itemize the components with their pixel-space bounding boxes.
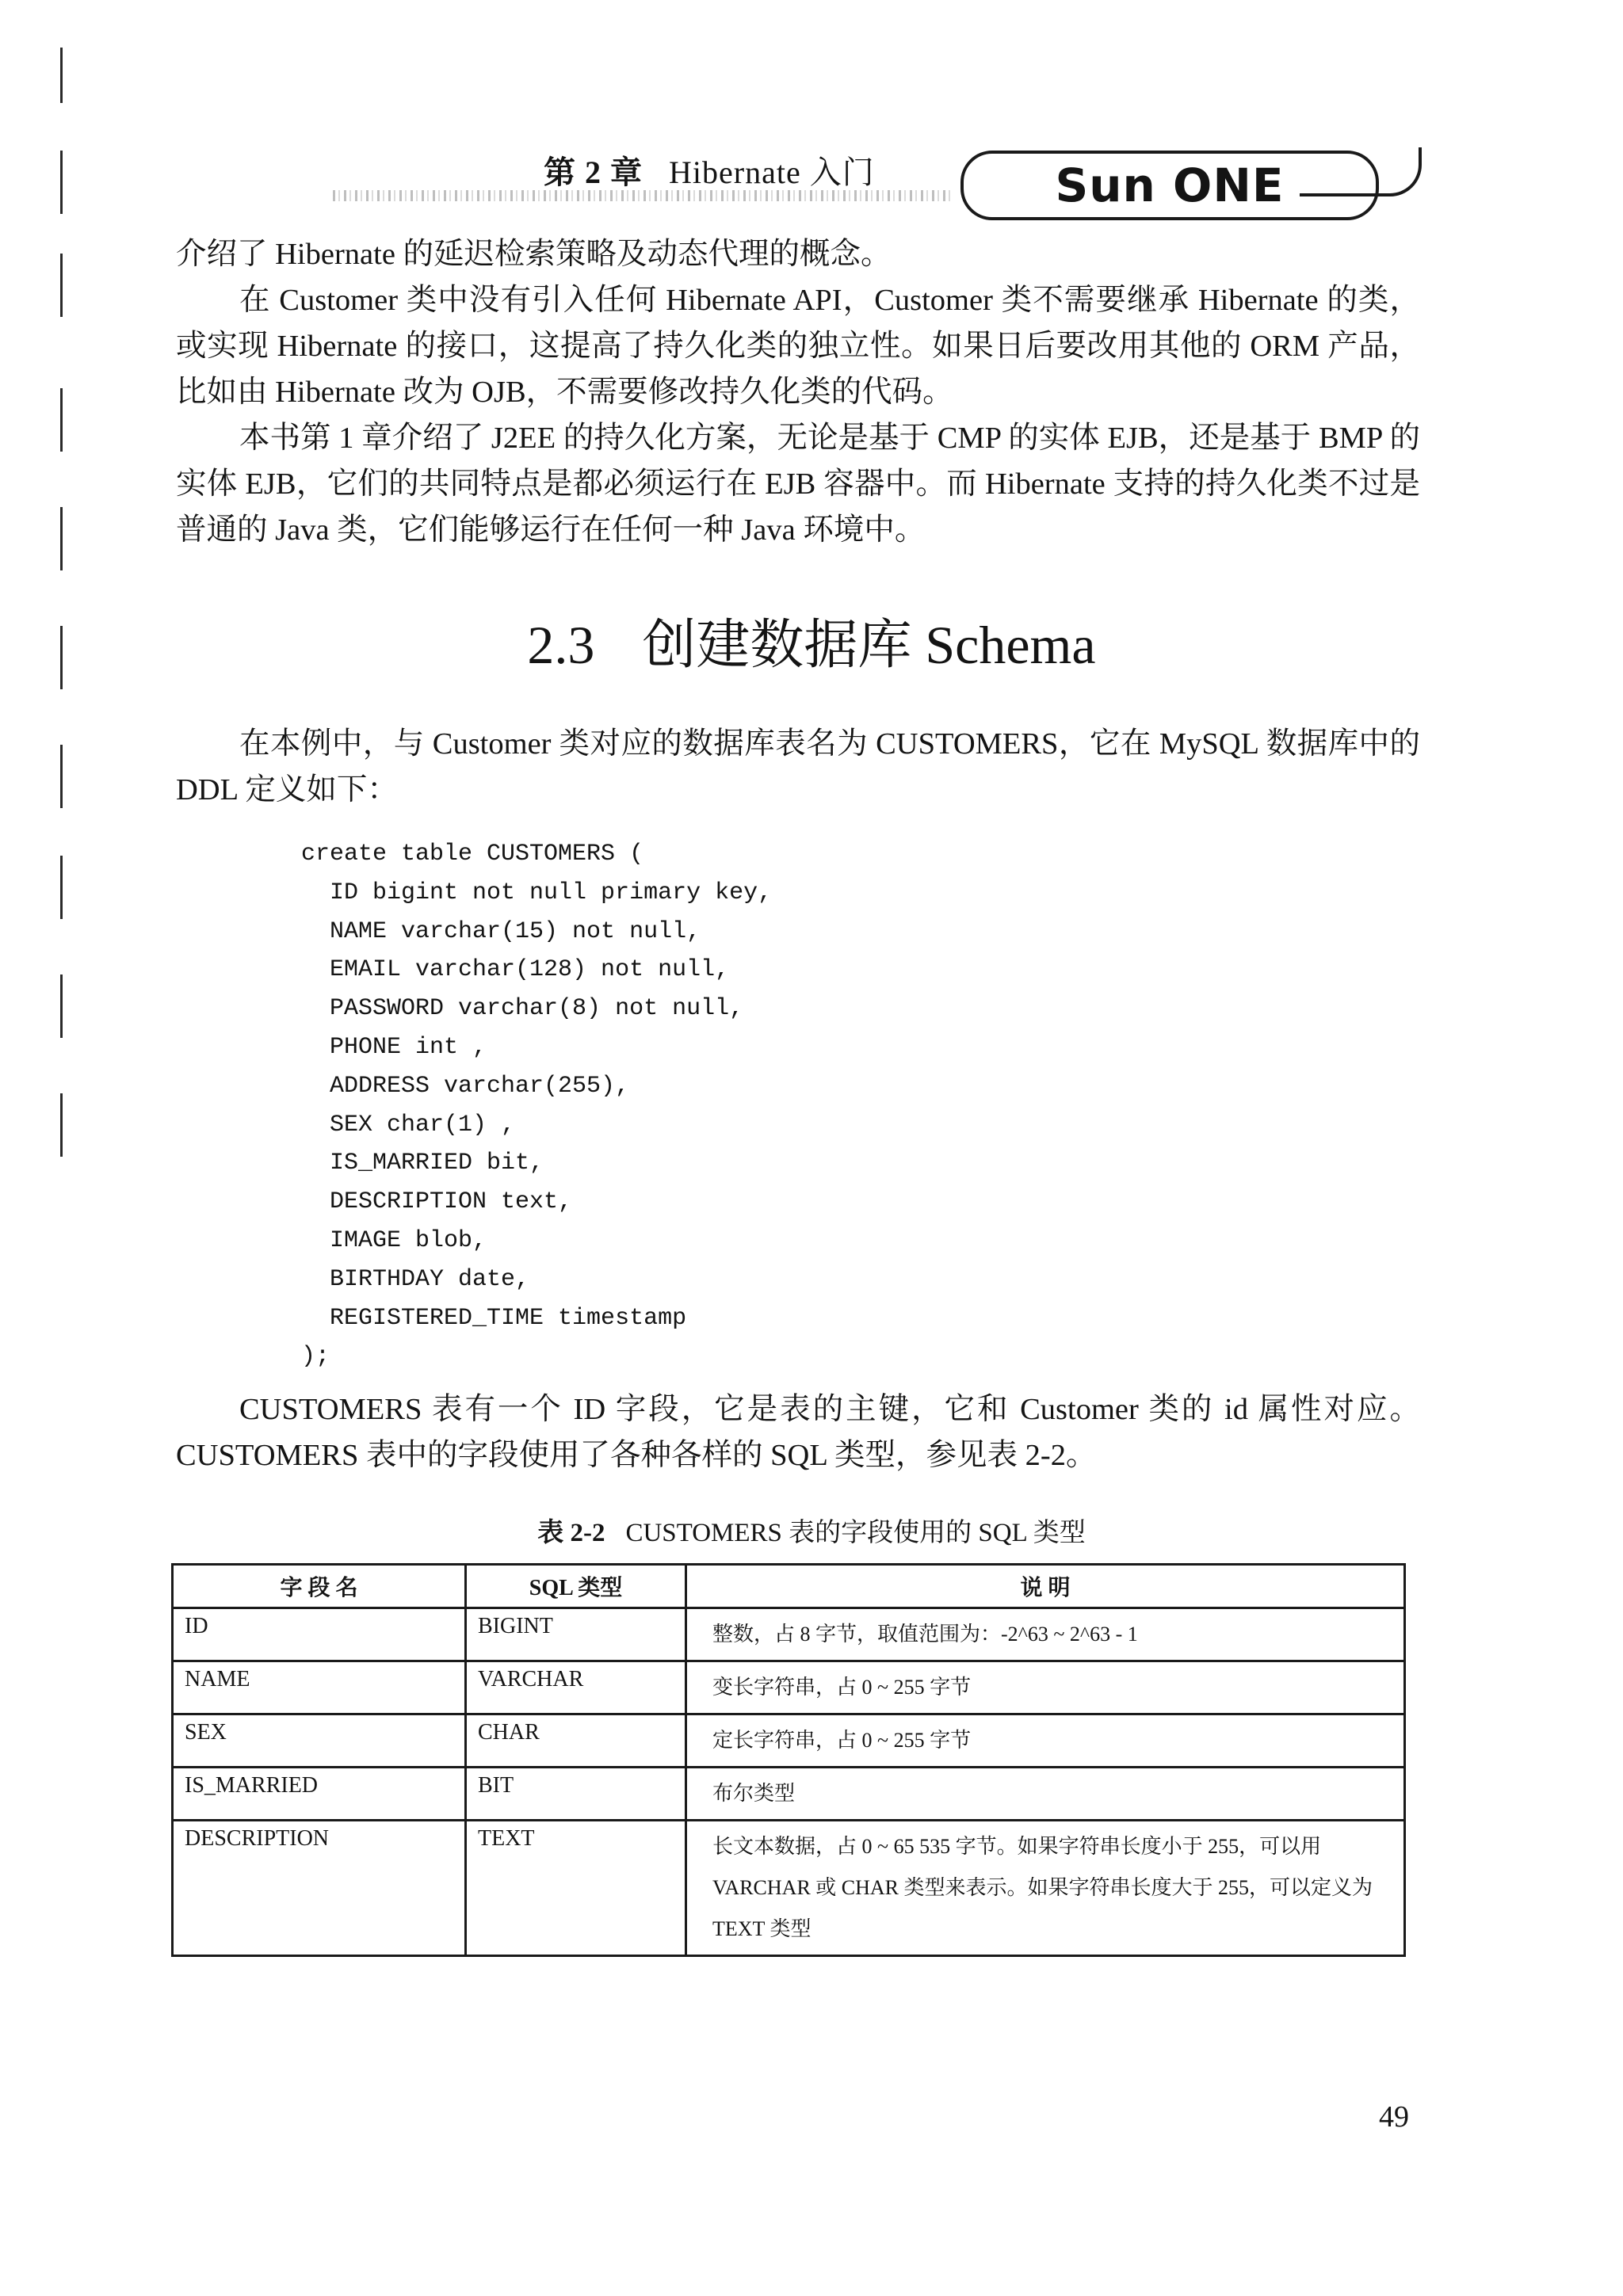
section-number: 2.3: [527, 615, 595, 675]
section-title: 创建数据库 Schema: [642, 615, 1096, 675]
sql-type-cell: BIT: [466, 1768, 686, 1821]
section-heading: [0, 602, 1623, 679]
code-line: );: [301, 1343, 330, 1371]
table-row: [173, 1661, 1405, 1714]
header-rule: [333, 190, 951, 201]
sql-types-table: [171, 1563, 1406, 1957]
code-line: BIRTHDAY date,: [301, 1265, 530, 1293]
binding-mark: [60, 151, 63, 214]
column-header: 说 明: [686, 1565, 1405, 1608]
column-header: SQL 类型: [466, 1565, 686, 1608]
description-cell: 布尔类型: [686, 1768, 1405, 1821]
binding-mark: [60, 974, 63, 1038]
code-line: ID bigint not null primary key,: [301, 879, 773, 906]
field-name-cell: DESCRIPTION: [173, 1821, 466, 1956]
description-cell: 整数，占 8 字节，取值范围为：-2^63 ~ 2^63 - 1: [686, 1608, 1405, 1661]
code-line: create table CUSTOMERS (: [301, 841, 644, 868]
sun-one-logo: [960, 151, 1379, 220]
paragraph: 本书第 1 章介绍了 J2EE 的持久化方案，无论是基于 CMP 的实体 EJB，还是基于 BMP 的实体 EJB，它们的共同特点是都必须运行在 EJB 容器中。而 Hibernate 支持的持久化类不过是普通的 Java 类，它们能够运行在任何一种 Java 环境中。: [176, 421, 1420, 547]
table-caption: [0, 1512, 1623, 1549]
binding-mark: [60, 388, 63, 452]
code-line: PHONE int ,: [301, 1033, 487, 1061]
binding-mark: [60, 856, 63, 919]
chapter-title: Hibernate 入门: [669, 154, 875, 190]
code-line: REGISTERED_TIME timestamp: [301, 1304, 687, 1332]
paragraph-continuation: 介绍了 Hibernate 的延迟检索策略及动态代理的概念。: [176, 238, 892, 271]
ddl-code-block: [301, 835, 772, 1376]
table-row: [173, 1608, 1405, 1661]
sql-type-cell: CHAR: [466, 1714, 686, 1768]
chapter-number: 第 2 章: [544, 154, 643, 190]
code-line: NAME varchar(15) not null,: [301, 917, 701, 945]
code-line: IMAGE blob,: [301, 1226, 487, 1254]
code-line: DESCRIPTION text,: [301, 1188, 573, 1216]
code-line: SEX char(1) ,: [301, 1111, 516, 1138]
code-line: PASSWORD varchar(8) not null,: [301, 995, 744, 1023]
table-row: [173, 1768, 1405, 1821]
sql-type-cell: VARCHAR: [466, 1661, 686, 1714]
table-row: [173, 1821, 1405, 1956]
code-line: IS_MARRIED bit,: [301, 1150, 544, 1177]
field-name-cell: NAME: [173, 1661, 466, 1714]
field-name-cell: IS_MARRIED: [173, 1768, 466, 1821]
field-name-cell: ID: [173, 1608, 466, 1661]
binding-mark: [60, 745, 63, 808]
binding-mark: [60, 254, 63, 317]
table-caption-text: CUSTOMERS 表的字段使用的 SQL 类型: [625, 1519, 1086, 1547]
sql-type-cell: TEXT: [466, 1821, 686, 1956]
table-header-row: [173, 1565, 1405, 1608]
column-header: 字 段 名: [173, 1565, 466, 1608]
binding-mark: [60, 1093, 63, 1157]
binding-mark: [60, 48, 63, 103]
after-code-paragraph: CUSTOMERS 表有一个 ID 字段，它是表的主键，它和 Customer 类的 id 属性对应。CUSTOMERS 表中的字段使用了各种各样的 SQL 类型，参见表 2-2。: [176, 1393, 1420, 1472]
field-name-cell: SEX: [173, 1714, 466, 1768]
running-header: [544, 147, 875, 193]
code-line: EMAIL varchar(128) not null,: [301, 956, 730, 984]
sql-type-cell: BIGINT: [466, 1608, 686, 1661]
table-caption-label: 表 2-2: [537, 1519, 605, 1547]
page-number: 49: [1379, 2100, 1409, 2134]
binding-mark: [60, 507, 63, 570]
description-cell: 变长字符串，占 0 ~ 255 字节: [686, 1661, 1405, 1714]
intro-paragraph: 在本例中，与 Customer 类对应的数据库表名为 CUSTOMERS，它在 MySQL 数据库中的 DDL 定义如下：: [176, 727, 1420, 807]
description-cell: 定长字符串，占 0 ~ 255 字节: [686, 1714, 1405, 1768]
paragraph: 在 Customer 类中没有引入任何 Hibernate API，Customer 类不需要继承 Hibernate 的类，或实现 Hibernate 的接口，这提高了持久化类的独立性。如果日后要改用其他的 ORM 产品，比如由 Hibernate 改为 OJB，不需要修改持久化类的代码。: [176, 284, 1420, 409]
table-row: [173, 1714, 1405, 1768]
code-line: ADDRESS varchar(255),: [301, 1072, 630, 1100]
description-cell: 长文本数据，占 0 ~ 65 535 字节。如果字符串长度小于 255，可以用 VARCHAR 或 CHAR 类型来表示。如果字符串长度大于 255，可以定义为 TEXT 类型: [686, 1821, 1405, 1956]
logo-text: Sun ONE: [1055, 158, 1285, 212]
